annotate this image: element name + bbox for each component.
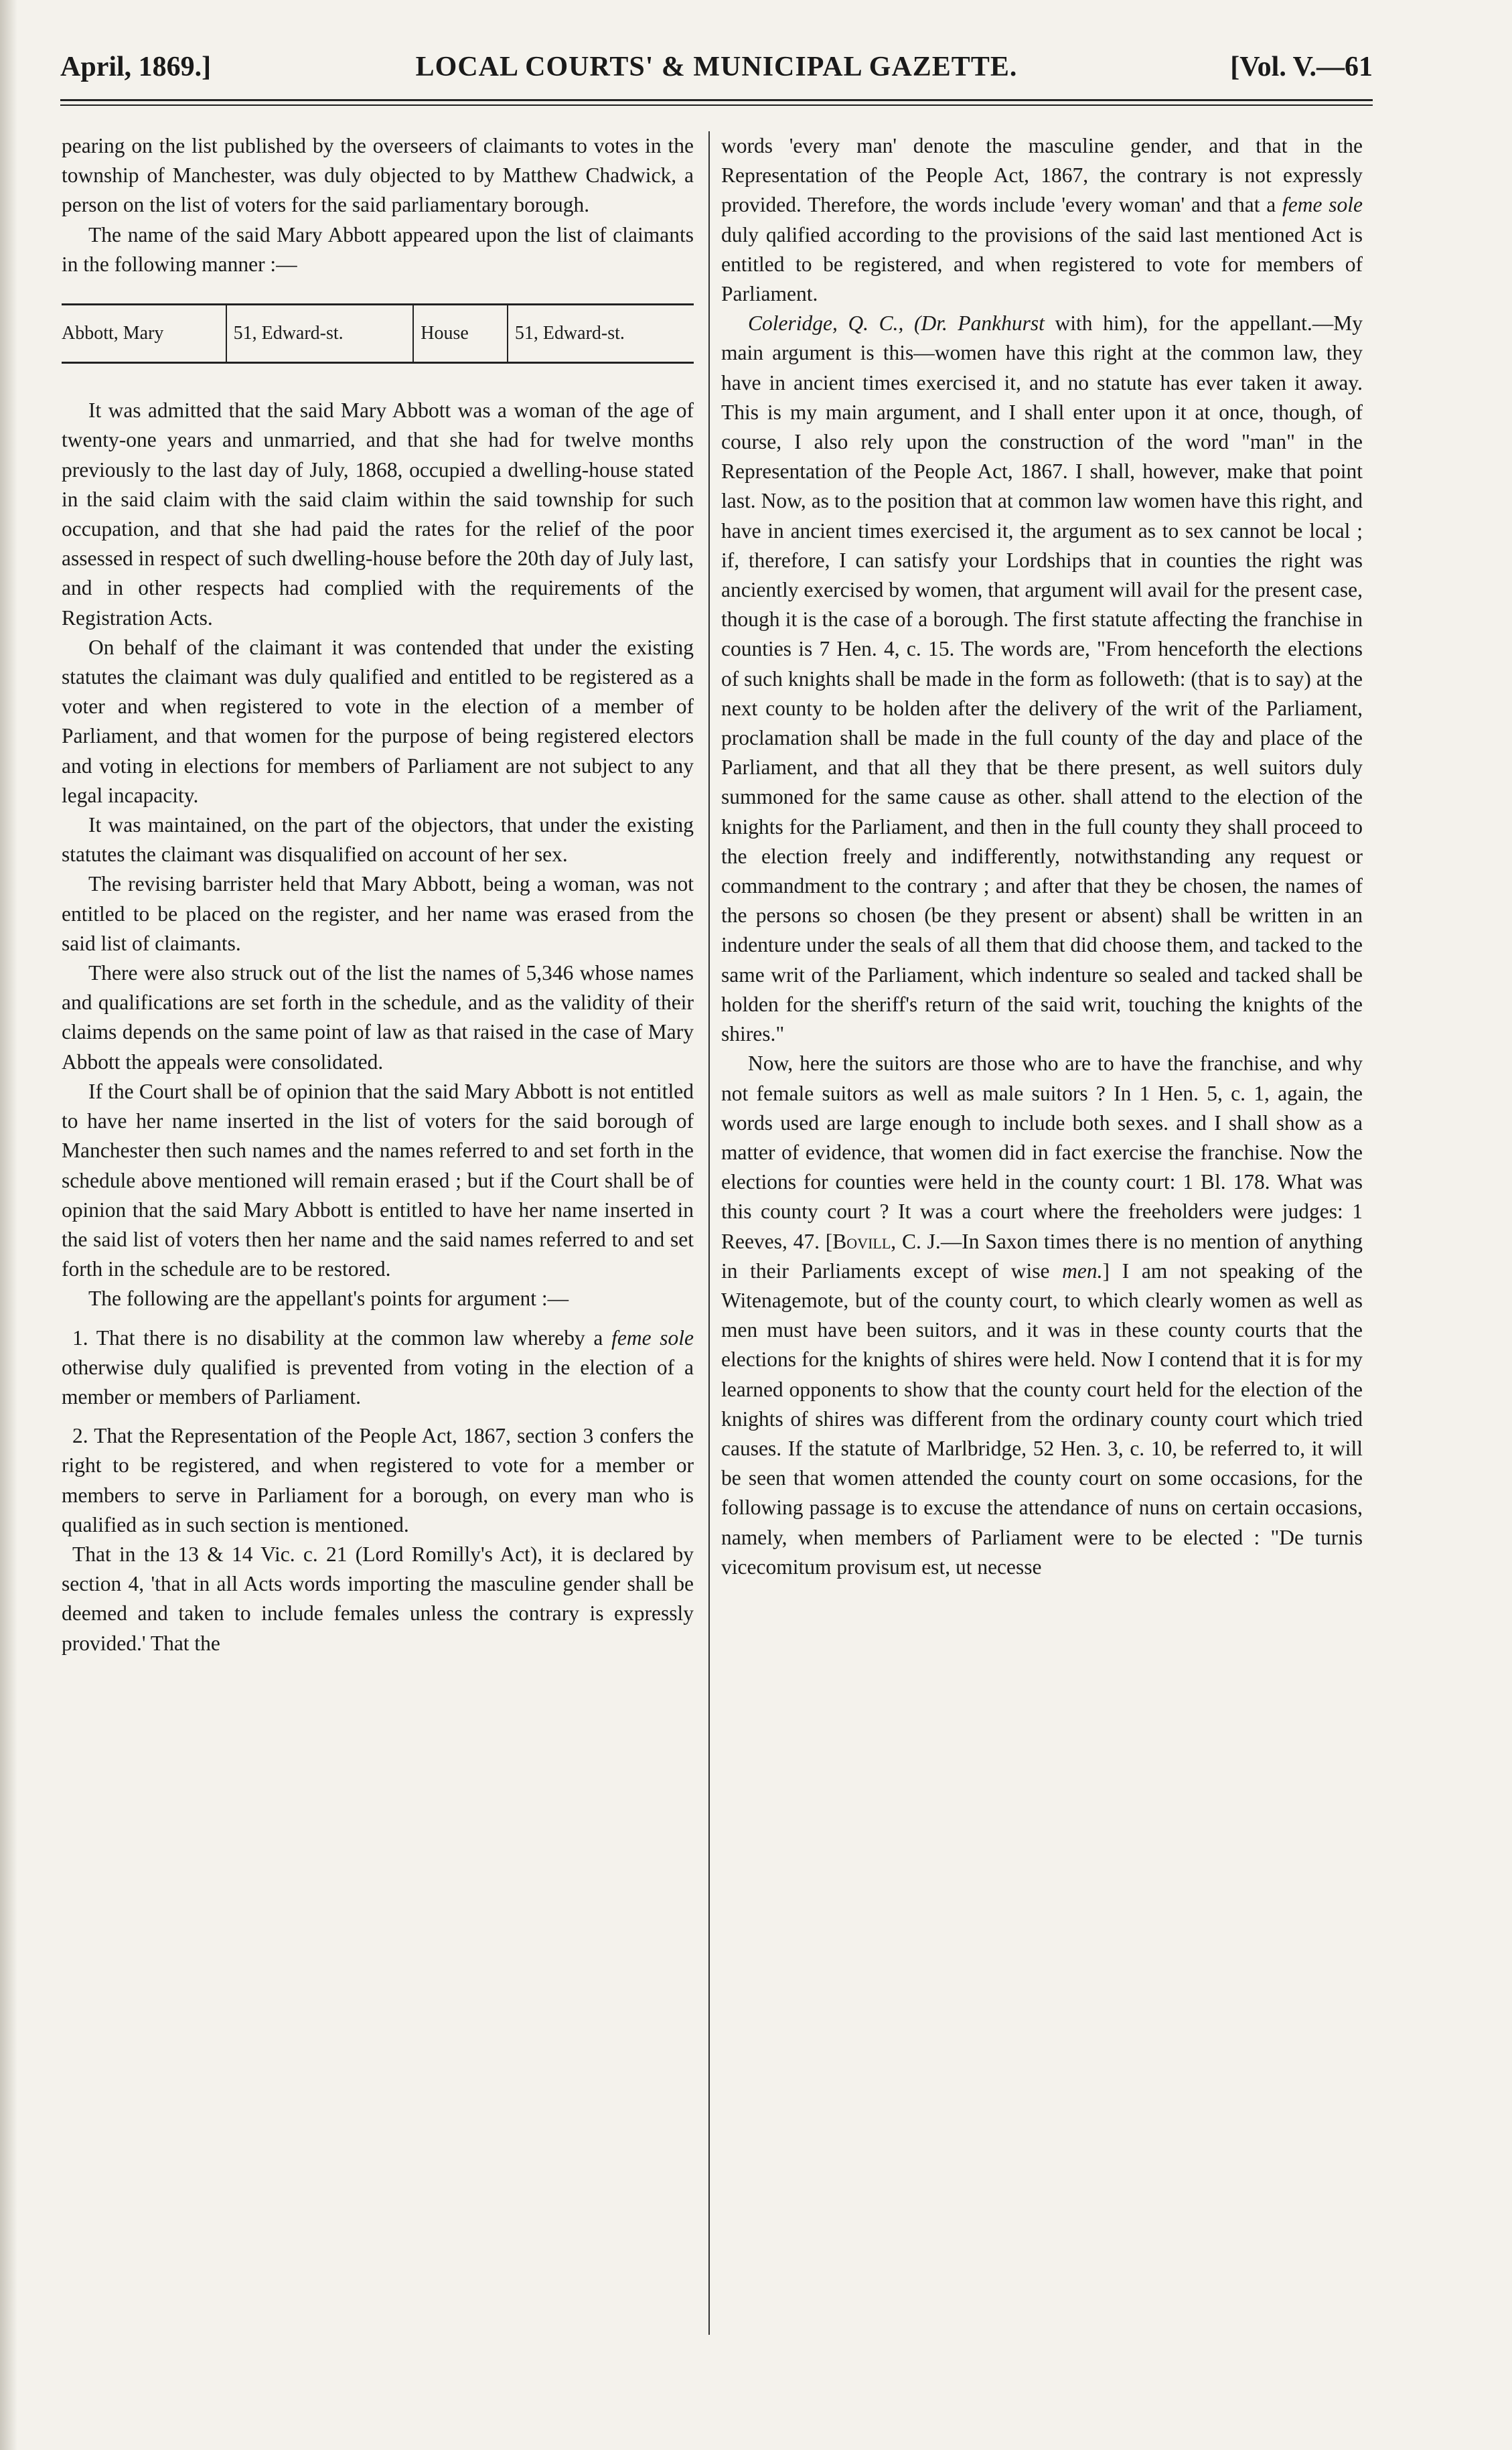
right-column <box>721 131 1363 1582</box>
column-divider <box>708 131 710 2335</box>
paragraph: Coleridge, Q. C., (Dr. Pankhurst with him), for the appellant.—My main argument is this—women have this right at the common law, they have in ancient times exercised it, and no statute has ever taken it away. This is my main argument, and I shall enter upon it at once, though, of course, I also rely upon the construction of the word "man" in the Representation of the People Act, 1867. I shall, however, make that point last. Now, as to the position that at common law women have this right, and have in ancient times exercised it, the argument as to sex cannot be local ; if, therefore, I can satisfy your Lordships that in counties the right was anciently exercised by women, that argument will avail for the present case, though it is the case of a borough. The first statute affecting the franchise in counties is 7 Hen. 4, c. 15. The words are, "From henceforth the elections of such knights shall be made in the form as followeth: (that is to say) at the next county to be holden after the delivery of the writ of the Parliament, proclamation shall be made in the full county of the day and place of the Parliament, and that all they that be there present, as well suitors duly summoned for the same cause as other. shall attend to the election of the knights for the Parliament, and then in the full county they shall proceed to the election freely and indifferently, notwithstanding any request or commandment to the contrary ; and after that they be chosen, the names of the persons so chosen (be they present or absent) shall be written in an indenture under the seals of all them that did choose them, and tacked to the same writ of the Parliament, which indenture so sealed and tacked shall be holden for the sheriff's return of the said writ, touching the knights of the shires." <box>721 311 1363 1046</box>
claimant-name-cell: Abbott, Mary <box>62 323 164 344</box>
paragraph: The following are the appellant's points for argument :— <box>88 1287 569 1311</box>
paragraph: The revising barrister held that Mary Abbott, being a woman, was not entitled to be placed on the register, and her name was erased from the said list of claimants. <box>62 872 694 955</box>
header-date: April, 1869.] <box>60 52 212 82</box>
paragraph: There were also struck out of the list the names of 5,346 whose names and qualifications are set forth in the schedule, and as the validity of their claims depends on the same point of law as that raised in the case of Mary Abbott the appeals were consolidated. <box>62 961 694 1074</box>
paragraph: On behalf of the claimant it was contended that under the existing statutes the claimant was duly qualified and entitled to be registered as a voter and when registered to vote in the election of a member of Parliament, and that women for the purpose of being registered electors and voting in elections for members of Parliament are not subject to any legal incapacity. <box>62 635 694 807</box>
claimant-abode-cell: 51, Edward-st. <box>226 305 414 363</box>
page-edge-shadow <box>0 0 17 2450</box>
header-rule-thin <box>60 104 1373 106</box>
qualification-cell: House <box>413 305 508 363</box>
header-volume: [Vol. V.—61 <box>1230 52 1373 82</box>
counsel-name: Coleridge, Q. C., (Dr. Pankhurst <box>748 311 1045 336</box>
claimant-table <box>62 303 694 364</box>
table-row <box>62 305 694 363</box>
header-rule-thick <box>60 99 1373 101</box>
left-column <box>62 131 694 1658</box>
judge-name: Bovill <box>832 1229 891 1253</box>
header-title: LOCAL COURTS' & MUNICIPAL GAZETTE. <box>415 52 1018 82</box>
paragraph: pearing on the list published by the overseers of claimants to votes in the township of Manchester, was duly objected to by Matthew Chadwick, a person on the list of voters for the said parliamentary borough. <box>62 134 694 217</box>
argument-point-3: That in the 13 & 14 Vic. c. 21 (Lord Romilly's Act), it is declared by section 4, 'that in all Acts words importing the masculine gender shall be deemed and taken to include females unless the contrary is expressly provided.' That the <box>62 1542 694 1655</box>
paragraph: The name of the said Mary Abbott appeared upon the list of claimants in the following manner :— <box>62 222 694 276</box>
argument-point-1: 1. That there is no disability at the common law whereby a feme sole otherwise duly qualified is prevented from voting in the election of a member or members of Parliament. <box>62 1325 694 1409</box>
paragraph: Now, here the suitors are those who are to have the franchise, and why not female suitors as well as male suitors ? In 1 Hen. 5, c. 1, again, the words used are large enough to include both sexes. and I shall show as a matter of evidence, that women did in fact exercise the franchise. Now the elections for counties were held in the county court: 1 Bl. 178. What was this county court ? It was a court where the freeholders were judges: 1 Reeves, 47. [Bovill, C. J.—In Saxon times there is no mention of anything in their Parliaments except of wise men.] I am not speaking of the Witenagemote, but of the county court, to which clearly women as well as men must have been suitors, and it was in these county courts that the elections for the knights of shires were held. Now I contend that it is for my learned opponents to show that the county court held for the election of the knights of shires was different from the ordinary county court which tried causes. If the statute of Marlbridge, 52 Hen. 3, c. 10, be referred to, it will be seen that women attended the county court on some occasions, for the following passage is to excuse the attendance of nuns on certain occasions, namely, when members of Parliament were to be elected : "De turnis vicecomitum provisum est, ut necesse <box>721 1052 1363 1579</box>
paragraph: If the Court shall be of opinion that the said Mary Abbott is not entitled to have her name inserted in the list of voters for the said borough of Manchester then such names and the names referred to and set forth in the schedule above mentioned will remain erased ; but if the Court shall be of opinion that the said Mary Abbott is entitled to have her name inserted in the said list of voters then her name and the said names referred to and set forth in the schedule are to be restored. <box>62 1079 694 1281</box>
page-header <box>60 43 1373 96</box>
paragraph: It was maintained, on the part of the objectors, that under the existing statutes the claimant was disqualified on account of her sex. <box>62 813 694 867</box>
paragraph: words 'every man' denote the masculine gender, and that in the Representation of the People Act, 1867, the contrary is not expressly provided. Therefore, the words include 'every woman' and that a feme sole duly qalified according to the provisions of the said last mentioned Act is entitled to be registered, and when registered to vote for members of Parliament. <box>721 134 1363 306</box>
paragraph: It was admitted that the said Mary Abbott was a woman of the age of twenty-one years and unmarried, and that she had for twelve months previously to the last day of July, 1868, occupied a dwelling-house stated in the said claim with the said claim within the said township for such occupation, and that she had paid the rates for the relief of the poor assessed in respect of such dwelling-house before the 20th day of July last, and in other respects had complied with the requirements of the Registration Acts. <box>62 399 694 630</box>
property-cell: 51, Edward-st. <box>508 305 694 363</box>
argument-point-2: 2. That the Representation of the People Act, 1867, section 3 confers the right to be registered, and when registered to vote for a member or members to serve in Parliament for a borough, on every man who is qualified as in such section is mentioned. <box>62 1424 694 1536</box>
